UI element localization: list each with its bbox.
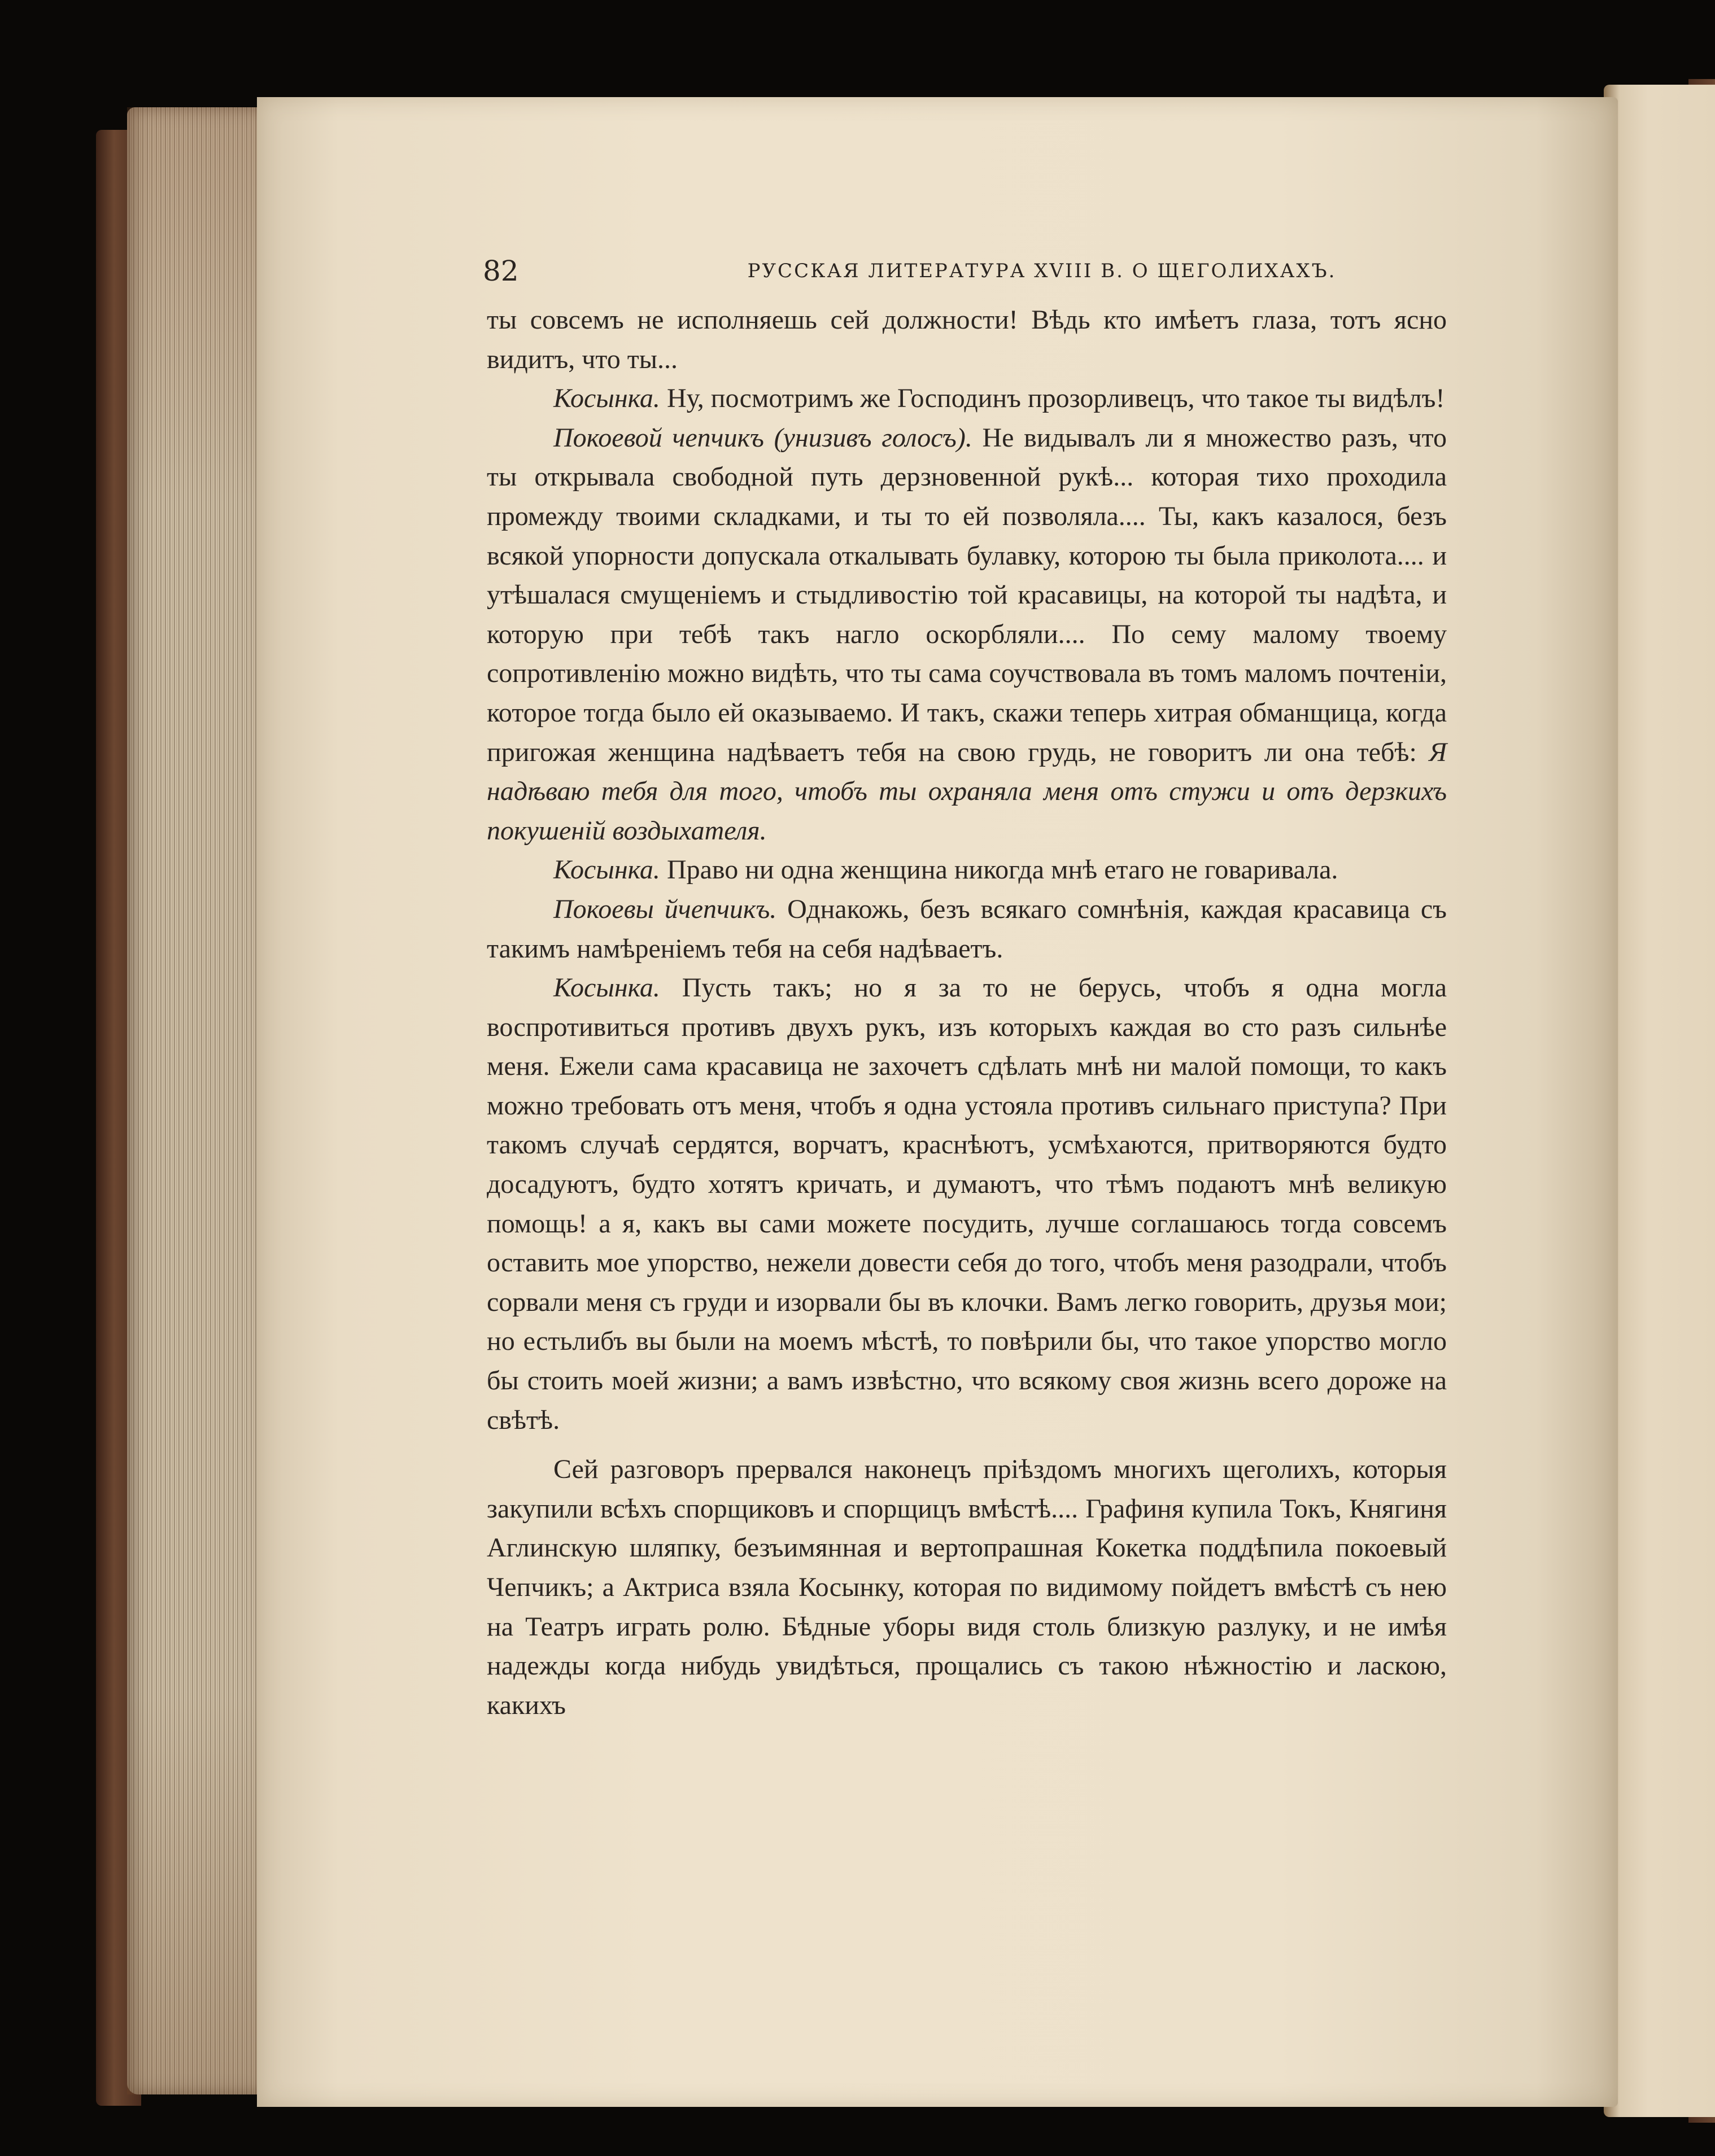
paragraph-text: Однакожь, безъ всякаго сомнѣнія, каждая красавица съ такимъ намѣреніемъ тебя на себя надѣваетъ. xyxy=(487,894,1447,964)
speaker-name: Покоевой чепчикъ (унизивъ голосъ). xyxy=(553,422,972,453)
paragraph xyxy=(487,968,1447,1440)
paragraph-text: Ну, посмотримъ же Господинъ прозорливецъ, что такое ты видѣлъ! xyxy=(666,383,1445,414)
paragraph-text: Пусть такъ; но я за то не берусь, чтобъ я одна могла воспротивиться противъ двухъ рукъ, изъ которыхъ каждая во сто разъ сильнѣе меня. Ежели сама красавица не захочетъ сдѣлать мнѣ ни малой помощи, то какъ можно требовать отъ меня, чтобъ я одна устояла противъ сильнаго приступа? При такомъ случаѣ сердятся, ворчатъ, краснѣютъ, усмѣхаются, притворяются будто досадуютъ, будто хотятъ кричать, и думаютъ, что тѣмъ подаютъ мнѣ великую помощь! а я, какъ вы сами можете посудить, лучше соглашаюсь тогда совсемъ оставить мое упорство, нежели довести себя до того, чтобъ меня разодрали, чтобъ сорвали меня съ груди и изорвали бы въ клочки. Вамъ легко говорить, друзья мои; но естьлибъ вы были на моемъ мѣстѣ, то повѣрили бы, что такое упорство могло бы стоить моей жизни; а вамъ извѣстно, что всякому своя жизнь всего дороже на свѣтѣ. xyxy=(487,973,1447,1435)
paragraph xyxy=(487,890,1447,968)
body-text xyxy=(487,300,1447,1725)
paragraph xyxy=(487,418,1447,851)
paragraph xyxy=(487,850,1447,890)
speaker-name: Покоевы йчепчикъ. xyxy=(553,894,777,924)
paragraph xyxy=(487,300,1447,379)
italic-quote: Я надѣваю тебя для того, чтобъ ты охраняла меня отъ стужи и отъ дерзкихъ покушеній воздыхателя. xyxy=(487,737,1447,846)
facing-page-edge xyxy=(1604,85,1715,2117)
page-edges xyxy=(127,107,263,2094)
paragraph-text: Сей разговоръ прервался наконецъ пріѣздомъ многихъ щеголихъ, которыя закупили всѣхъ спорщиковъ и спорщицъ вмѣстѣ.... Графиня купила Токъ, Княгиня Аглинскую шляпку, безъимянная и вертопрашная Кокетка поддѣпила покоевый Чепчикъ; а Актриса взяла Косынку, которая по видимому пойдетъ вмѣстѣ съ нею на Театръ играть ролю. Бѣдные уборы видя столь близкую разлуку, и не имѣя надежды когда нибудь увидѣться, прощались съ такою нѣжностію и ласкою, какихъ xyxy=(487,1454,1447,1720)
page-number: 82 xyxy=(483,255,519,287)
speaker-name: Косынка. xyxy=(553,383,660,414)
speaker-name: Косынка. xyxy=(553,973,660,1003)
paragraph-text: Не видывалъ ли я множество разъ, что ты открывала свободной путь дерзновенной рукѣ... которая тихо проходила промежду твоими складками, и ты то ей позволяла.... Ты, какъ казалося, безъ всякой упорности допускала откалывать булавку, которою ты была приколота.... и утѣшалася смущеніемъ и стыдливостію той красавицы, на которой ты надѣта, и которую при тебѣ такъ нагло оскорбляли.... По сему малому твоему сопротивленію можно видѣть, что ты сама соучствовала въ томъ маломъ почтеніи, которое тогда было ей оказываемо. И такъ, скажи теперь хитрая обманщица, когда пригожая женщина надѣваетъ тебя на свою грудь, не говоритъ ли она тебѣ: xyxy=(487,422,1447,767)
paragraph-text: ты совсемъ не исполняешь сей должности! Вѣдь кто имѣетъ глаза, тотъ ясно видитъ, что ты... xyxy=(487,305,1447,374)
paragraph-text: Право ни одна женщина никогда мнѣ етаго не говаривала. xyxy=(666,855,1338,885)
paragraph xyxy=(487,379,1447,418)
paragraph xyxy=(487,1450,1447,1725)
page-header xyxy=(483,248,1443,294)
speaker-name: Косынка. xyxy=(553,855,660,885)
running-head: РУССКАЯ ЛИТЕРАТУРА XVIII В. О ЩЕГОЛИХАХЪ. xyxy=(747,260,1337,282)
